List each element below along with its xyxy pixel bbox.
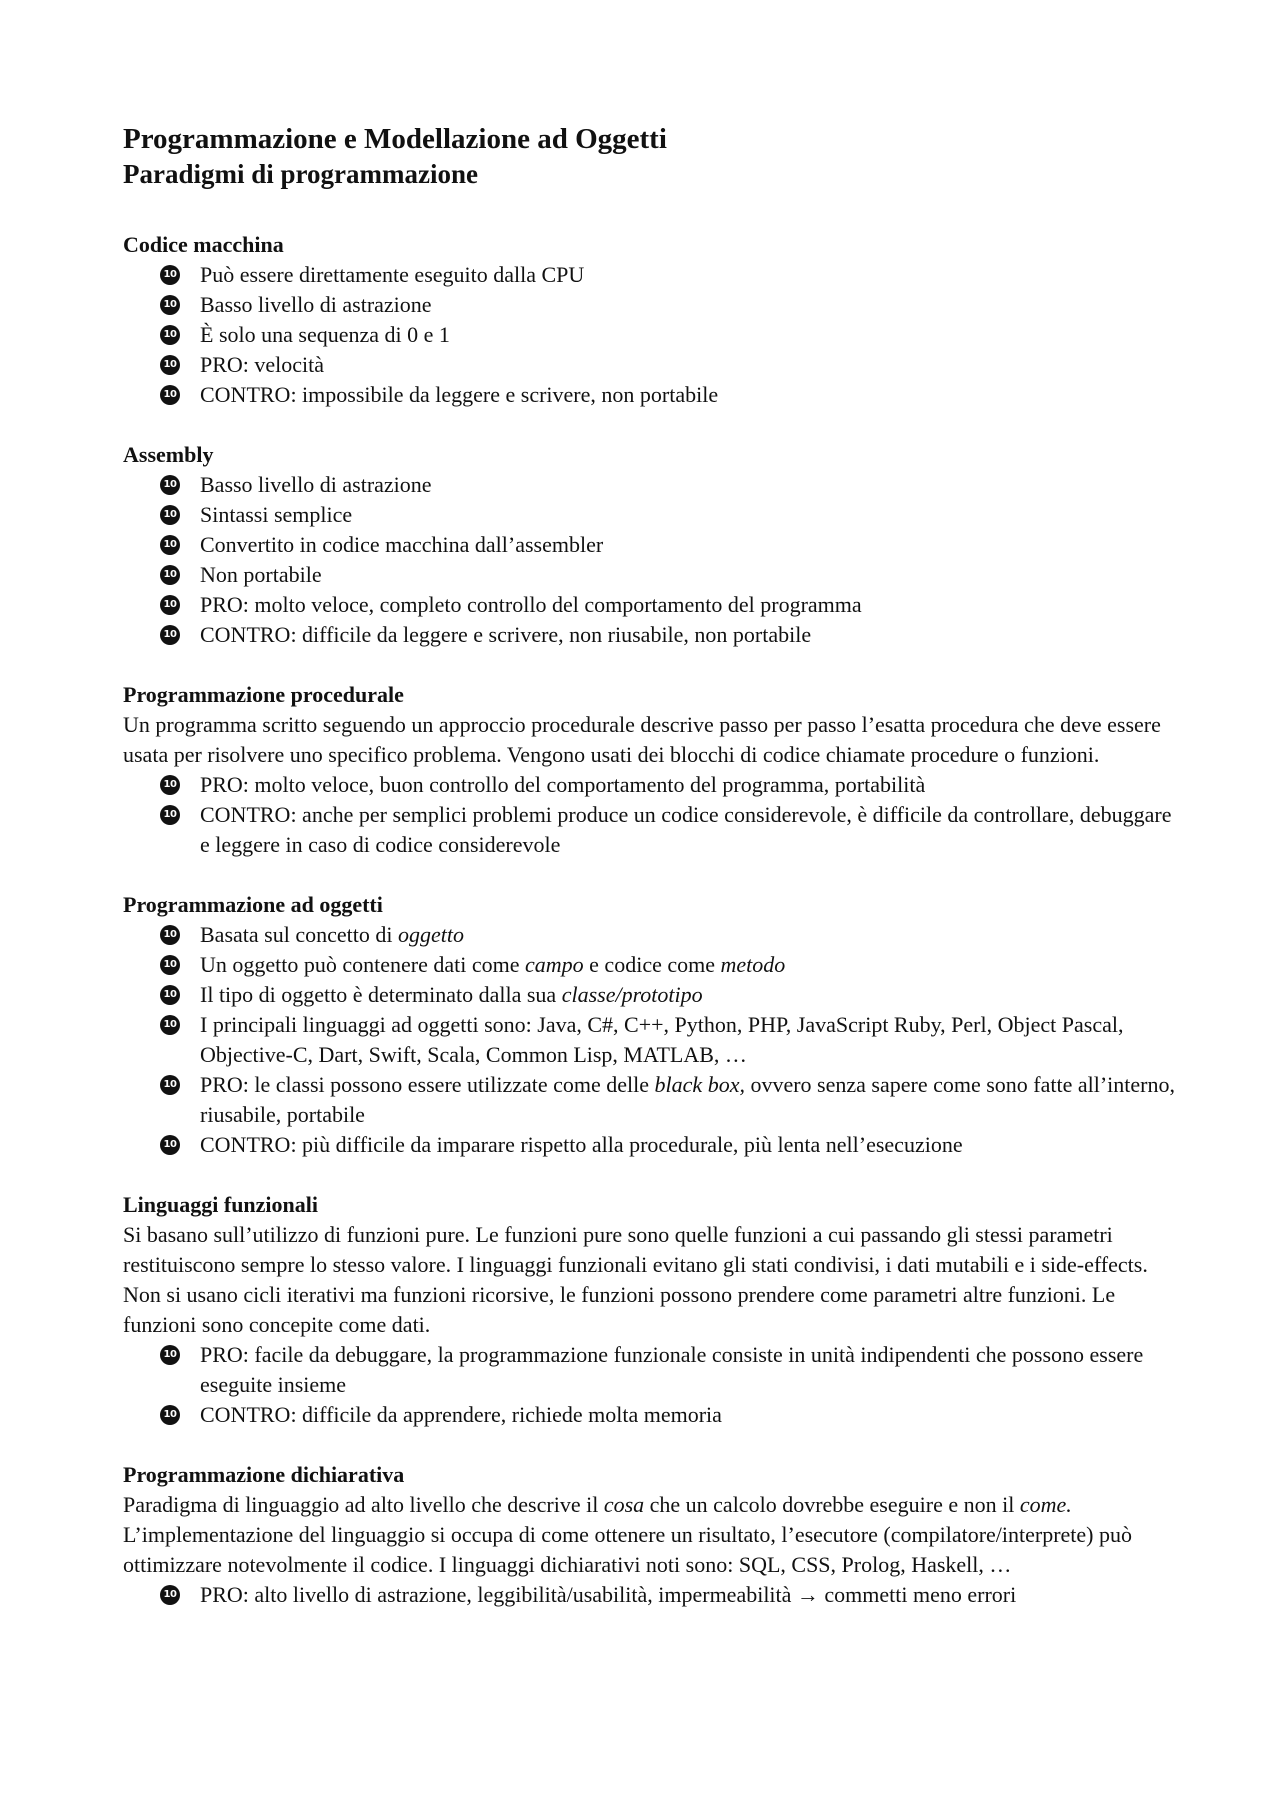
list-item: 10 Sintassi semplice (200, 500, 1180, 530)
bullet-list (123, 470, 1180, 650)
section-title: Codice macchina (123, 232, 284, 257)
bullet-icon: 10 (160, 565, 180, 585)
list-item: 10 Basso livello di astrazione (200, 470, 1180, 500)
section-title: Linguaggi funzionali (123, 1192, 319, 1217)
bullet-icon: 10 (160, 805, 180, 825)
list-item: 10 Basso livello di astrazione (200, 290, 1180, 320)
section-title: Programmazione procedurale (123, 682, 404, 707)
bullet-icon: 10 (160, 475, 180, 495)
bullet-icon: 10 (160, 1135, 180, 1155)
section-paragraph: Non si usano cicli iterativi ma funzioni ricorsive, le funzioni possono prendere come parametri altre funzioni. Le funzioni sono concepite come dati. (123, 1282, 1116, 1337)
section-dichiarativa (123, 1460, 1180, 1610)
list-item: 10 Basata sul concetto di oggetto (200, 920, 1180, 950)
bullet-list (123, 770, 1180, 860)
bullet-icon: 10 (160, 1585, 180, 1605)
bullet-icon: 10 (160, 775, 180, 795)
section-funzionali (123, 1190, 1180, 1430)
list-item: 10 Non portabile (200, 560, 1180, 590)
section-oggetti (123, 890, 1180, 1160)
list-item: 10 PRO: le classi possono essere utilizzate come delle black box, ovvero senza sapere come sono fatte all’interno, riusabile, portabile (200, 1070, 1180, 1130)
list-item: 10 Il tipo di oggetto è determinato dalla sua classe/prototipo (200, 980, 1180, 1010)
list-item: 10 PRO: molto veloce, completo controllo del comportamento del programma (200, 590, 1180, 620)
section-title: Programmazione ad oggetti (123, 892, 383, 917)
section-paragraph: Si basano sull’utilizzo di funzioni pure. Le funzioni pure sono quelle funzioni a cui passando gli stessi parametri restituiscono sempre lo stesso valore. I linguaggi funzionali evitano gli stati condivisi, i dati mutabili e i side-effects. (123, 1222, 1148, 1277)
list-item: 10 Può essere direttamente eseguito dalla CPU (200, 260, 1180, 290)
document-subtitle: Paradigmi di programmazione (123, 159, 478, 189)
section-codice-macchina (123, 230, 1180, 410)
list-item: 10 È solo una sequenza di 0 e 1 (200, 320, 1180, 350)
bullet-icon: 10 (160, 265, 180, 285)
bullet-list (123, 1340, 1180, 1430)
list-item: 10 PRO: alto livello di astrazione, leggibilità/usabilità, impermeabilità → commetti meno errori (200, 1580, 1180, 1610)
bullet-icon: 10 (160, 1405, 180, 1425)
section-paragraph: Paradigma di linguaggio ad alto livello che descrive il cosa che un calcolo dovrebbe eseguire e non il come. L’implementazione del linguaggio si occupa di come ottenere un risultato, l’esecutore (compilatore/interprete) può ottimizzare notevolmente il codice. I linguaggi dichiarativi noti sono: SQL, CSS, Prolog, Haskell, … (123, 1492, 1133, 1577)
bullet-icon: 10 (160, 1345, 180, 1365)
document-title: Programmazione e Modellazione ad Oggetti (123, 123, 667, 155)
list-item: 10 CONTRO: difficile da apprendere, richiede molta memoria (200, 1400, 1180, 1430)
bullet-list (123, 920, 1180, 1160)
section-procedurale (123, 680, 1180, 860)
list-item: 10 CONTRO: più difficile da imparare rispetto alla procedurale, più lenta nell’esecuzione (200, 1130, 1180, 1160)
section-assembly (123, 440, 1180, 650)
bullet-list (123, 260, 1180, 410)
section-title: Programmazione dichiarativa (123, 1462, 405, 1487)
section-paragraph: Un programma scritto seguendo un approccio procedurale descrive passo per passo l’esatta procedura che deve essere usata per risolvere uno specifico problema. Vengono usati dei blocchi di codice chiamate procedure o funzioni. (123, 712, 1161, 767)
bullet-icon: 10 (160, 355, 180, 375)
bullet-list (123, 1580, 1180, 1610)
list-item: 10 CONTRO: impossibile da leggere e scrivere, non portabile (200, 380, 1180, 410)
bullet-icon: 10 (160, 955, 180, 975)
list-item: 10 PRO: facile da debuggare, la programmazione funzionale consiste in unità indipendenti che possono essere eseguite insieme (200, 1340, 1180, 1400)
bullet-icon: 10 (160, 1075, 180, 1095)
bullet-icon: 10 (160, 325, 180, 345)
bullet-icon: 10 (160, 595, 180, 615)
list-item: 10 CONTRO: anche per semplici problemi produce un codice considerevole, è difficile da controllare, debuggare e leggere in caso di codice considerevole (200, 800, 1180, 860)
bullet-icon: 10 (160, 925, 180, 945)
list-item: 10 PRO: velocità (200, 350, 1180, 380)
bullet-icon: 10 (160, 505, 180, 525)
bullet-icon: 10 (160, 385, 180, 405)
list-item: 10 PRO: molto veloce, buon controllo del comportamento del programma, portabilità (200, 770, 1180, 800)
bullet-icon: 10 (160, 625, 180, 645)
bullet-icon: 10 (160, 1015, 180, 1035)
list-item: 10 Un oggetto può contenere dati come campo e codice come metodo (200, 950, 1180, 980)
list-item: 10 CONTRO: difficile da leggere e scrivere, non riusabile, non portabile (200, 620, 1180, 650)
list-item: 10 Convertito in codice macchina dall’assembler (200, 530, 1180, 560)
list-item: 10 I principali linguaggi ad oggetti sono: Java, C#, C++, Python, PHP, JavaScript Ruby, Perl, Object Pascal, Objective-C, Dart, Swift, Scala, Common Lisp, MATLAB, … (200, 1010, 1180, 1070)
bullet-icon: 10 (160, 535, 180, 555)
bullet-icon: 10 (160, 985, 180, 1005)
bullet-icon: 10 (160, 295, 180, 315)
section-title: Assembly (123, 442, 214, 467)
